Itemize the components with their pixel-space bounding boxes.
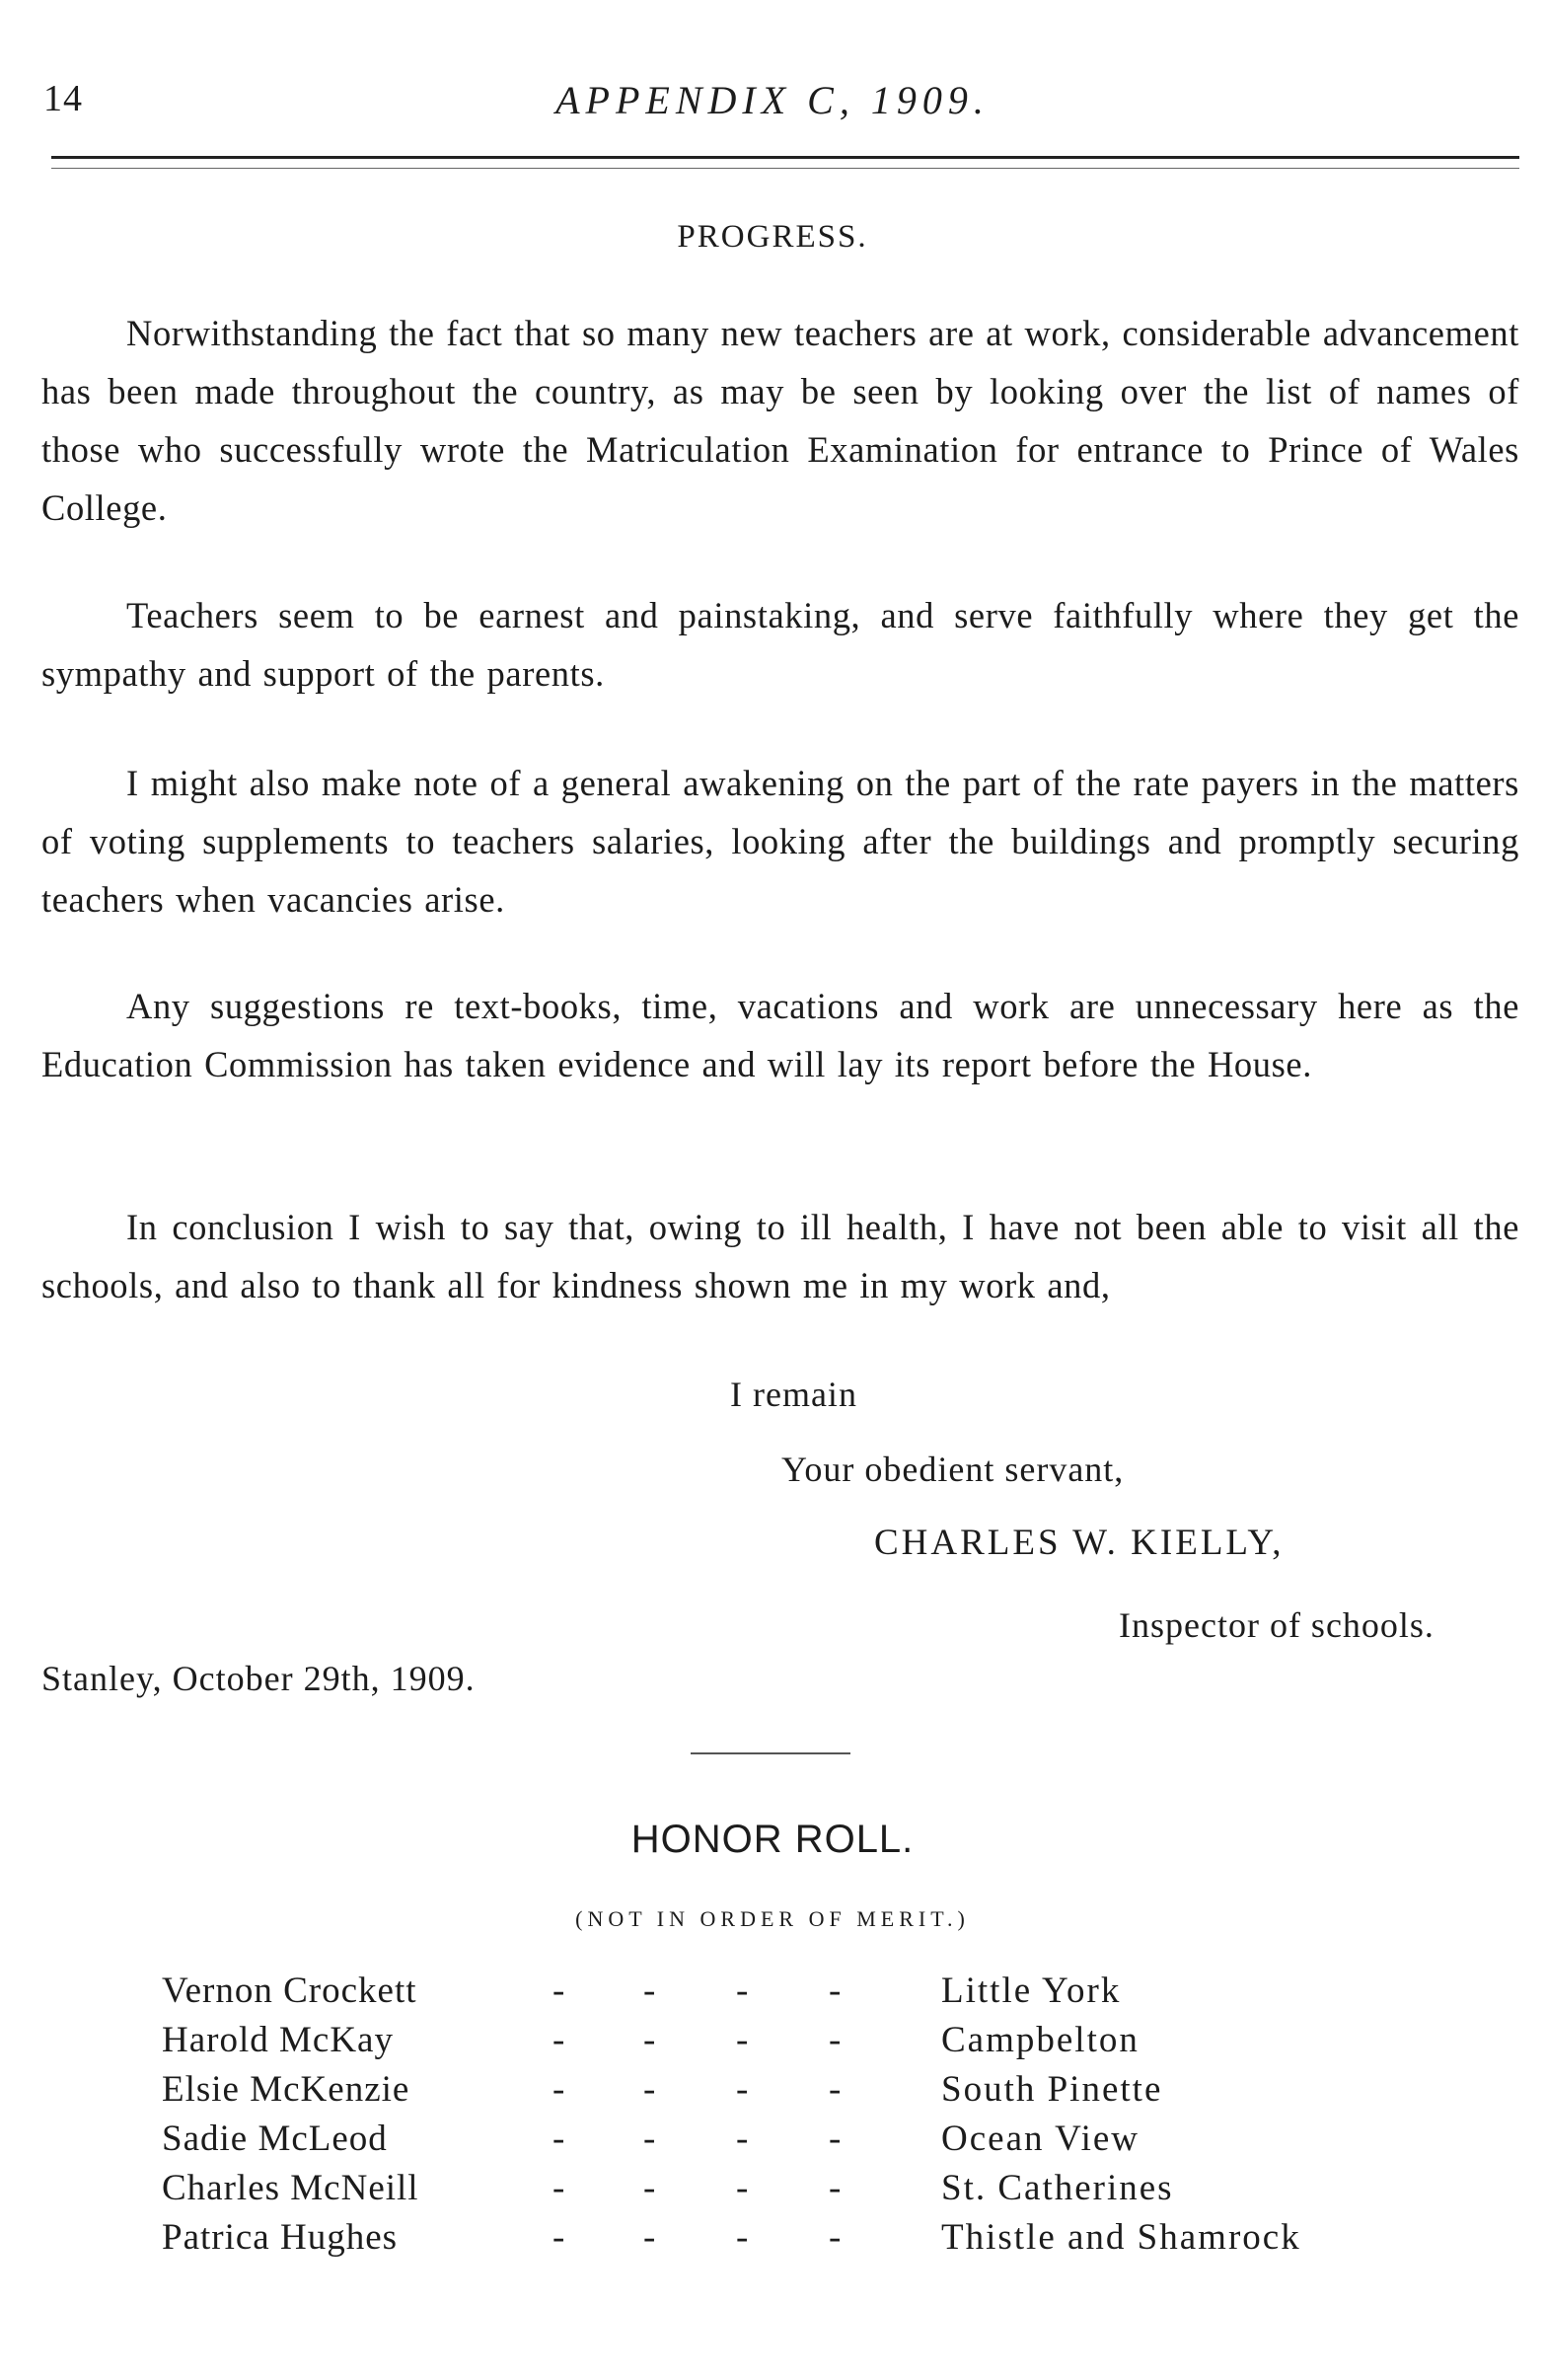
header-rule-thin (51, 168, 1519, 169)
signer-title: Inspector of schools. (1119, 1605, 1435, 1645)
school-place: Thistle and Shamrock (941, 2217, 1301, 2258)
list-item: Charles McNeill - - - - St. Catherines (162, 2168, 1174, 2208)
list-item: Elsie McKenzie - - - - South Pinette (162, 2069, 1163, 2110)
section-heading: PROGRESS. (677, 219, 868, 255)
honor-roll-heading: HONOR ROLL. (630, 1818, 915, 1861)
school-place: South Pinette (941, 2069, 1163, 2110)
honor-roll-subheading: (NOT IN ORDER OF MERIT.) (575, 1906, 970, 1931)
school-place: Little York (941, 1971, 1122, 2011)
student-name: Sadie McLeod (162, 2119, 388, 2159)
school-place: Ocean View (941, 2119, 1140, 2159)
honor-roll-list (162, 1970, 1385, 2266)
section-divider (691, 1752, 850, 1754)
student-name: Harold McKay (162, 2020, 394, 2060)
list-item: Patrica Hughes - - - - Thistle and Shamrock (162, 2217, 1301, 2258)
closing-obedient: Your obedient servant, (781, 1450, 1125, 1489)
running-head: APPENDIX C, 1909. (555, 78, 990, 122)
paragraph: Norwithstanding the fact that so many new teachers are at work, considerable advancement has been made throughout the country, as may be seen by looking over the list of names of those who successfully wrote the Matriculation Examination for entrance to Prince of Wales College. (41, 313, 1519, 528)
student-name: Elsie McKenzie (162, 2069, 410, 2110)
paragraph: Any suggestions re text-books, time, vacations and work are unnecessary here as the Education Commission has taken evidence and will lay its report before the House. (41, 986, 1519, 1084)
closing-remain: I remain (730, 1375, 857, 1414)
list-item: Sadie McLeod - - - - Ocean View (162, 2119, 1140, 2159)
student-name: Vernon Crockett (162, 1971, 417, 2011)
school-place: St. Catherines (941, 2168, 1174, 2208)
header-rule (51, 156, 1519, 159)
signer-name: CHARLES W. KIELLY, (874, 1523, 1285, 1563)
paragraph: In conclusion I wish to say that, owing to ill health, I have not been able to visit all the schools, and also to thank all for kindness shown me in my work and, (41, 1207, 1519, 1305)
place-date: Stanley, October 29th, 1909. (41, 1659, 476, 1698)
list-item: Harold McKay - - - - Campbelton (162, 2020, 1140, 2060)
list-item: Vernon Crockett - - - - Little York (162, 1971, 1122, 2011)
school-place: Campbelton (941, 2020, 1140, 2060)
paragraph: I might also make note of a general awakening on the part of the rate payers in the matters of voting supplements to teachers salaries, looking after the buildings and promptly securing teachers when vacancies arise. (41, 763, 1519, 920)
paragraph: Teachers seem to be earnest and painstaking, and serve faithfully where they get the sympathy and support of the parents. (41, 595, 1519, 694)
student-name: Charles McNeill (162, 2168, 419, 2208)
student-name: Patrica Hughes (162, 2217, 399, 2258)
page-number: 14 (43, 78, 83, 119)
